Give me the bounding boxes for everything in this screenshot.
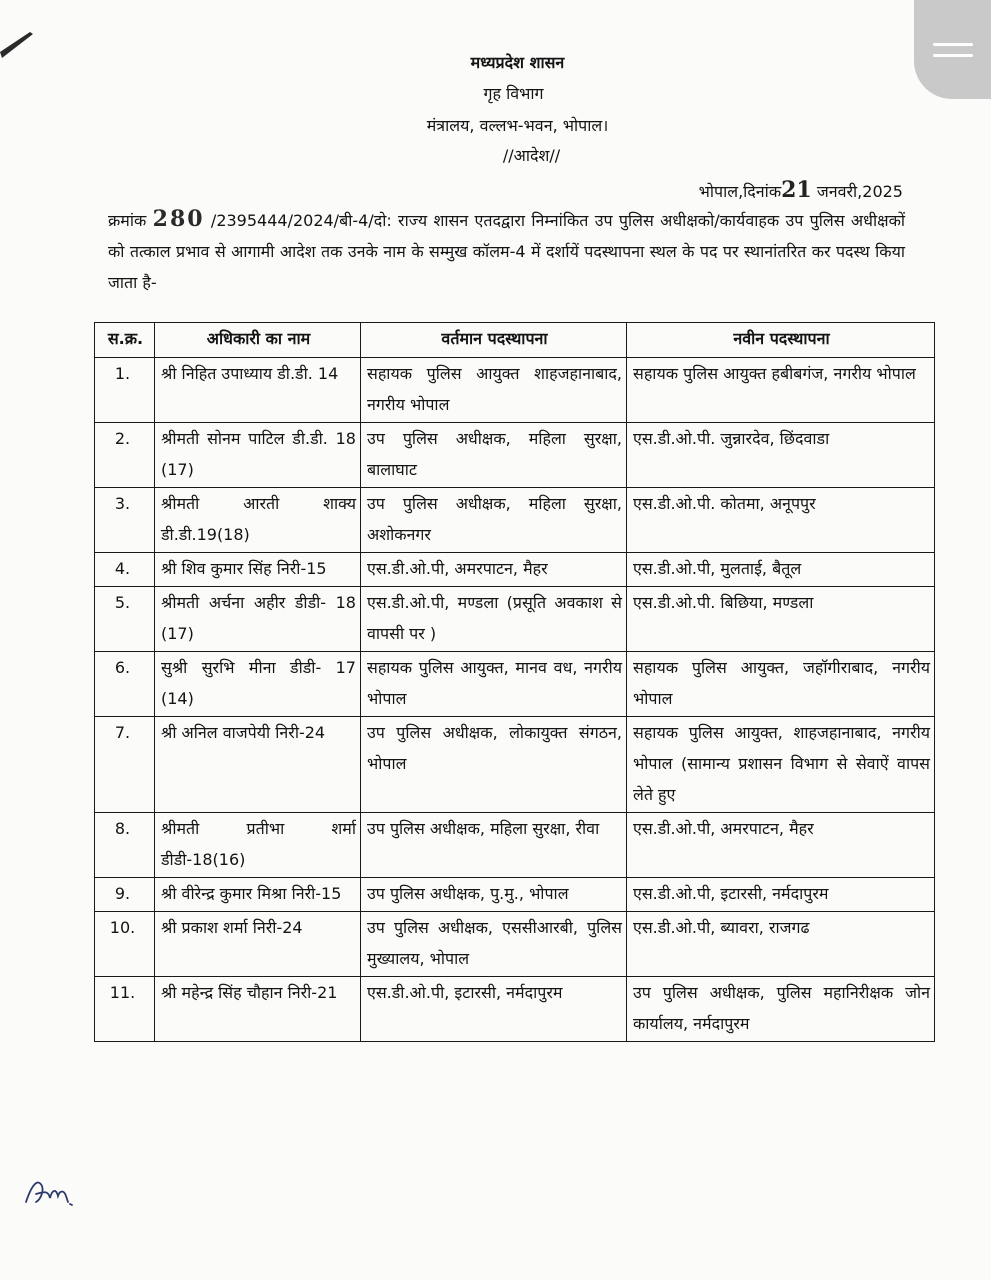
- order-number-prefix: क्रमांक: [108, 211, 147, 230]
- handwritten-order-number: 280: [152, 206, 205, 232]
- table-row: [95, 912, 935, 977]
- cell-current-posting: उप पुलिस अधीक्षक, एससीआरबी, पुलिस मुख्यालय, भोपाल: [361, 912, 627, 977]
- cell-officer-name: श्रीमती अर्चना अहीर डीडी- 18 (17): [155, 587, 361, 652]
- cell-serial: 1.: [95, 358, 155, 423]
- order-date: [698, 177, 903, 203]
- cell-current-posting: उप पुलिस अधीक्षक, पु.मु., भोपाल: [361, 878, 627, 912]
- cell-officer-name: श्री महेन्द्र सिंह चौहान निरी-21: [155, 977, 361, 1042]
- cell-officer-name: श्री वीरेन्द्र कुमार मिश्रा निरी-15: [155, 878, 361, 912]
- column-header-serial: स.क्र.: [95, 323, 155, 358]
- table-row: [95, 717, 935, 813]
- cell-officer-name: श्रीमती प्रतीभा शर्मा डीडी-18(16): [155, 813, 361, 878]
- table-row: [95, 553, 935, 587]
- cell-new-posting: एस.डी.ओ.पी, मुलताई, बैतूल: [627, 553, 935, 587]
- cell-current-posting: उप पुलिस अधीक्षक, महिला सुरक्षा, अशोकनगर: [361, 488, 627, 553]
- cell-current-posting: उप पुलिस अधीक्षक, लोकायुक्त संगठन, भोपाल: [361, 717, 627, 813]
- government-title: मध्यप्रदेश शासन: [470, 53, 565, 72]
- cell-officer-name: श्री निहित उपाध्याय डी.डी. 14: [155, 358, 361, 423]
- cell-new-posting: सहायक पुलिस आयुक्त, जहॉगीराबाद, नगरीय भोपाल: [627, 652, 935, 717]
- cell-serial: 5.: [95, 587, 155, 652]
- table-row: [95, 652, 935, 717]
- cell-serial: 2.: [95, 423, 155, 488]
- cell-officer-name: श्री शिव कुमार सिंह निरी-15: [155, 553, 361, 587]
- table-row: [95, 977, 935, 1042]
- cell-new-posting: एस.डी.ओ.पी, ब्यावरा, राजगढ: [627, 912, 935, 977]
- cell-current-posting: उप पुलिस अधीक्षक, महिला सुरक्षा, बालाघाट: [361, 423, 627, 488]
- cell-officer-name: श्रीमती आरती शाक्य डी.डी.19(18): [155, 488, 361, 553]
- date-prefix: भोपाल,दिनांक: [698, 182, 782, 201]
- cell-serial: 4.: [95, 553, 155, 587]
- cell-current-posting: सहायक पुलिस आयुक्त शाहजहानाबाद, नगरीय भोपाल: [361, 358, 627, 423]
- column-header-new-posting: नवीन पदस्थापना: [627, 323, 935, 358]
- table-row: [95, 488, 935, 553]
- cell-current-posting: एस.डी.ओ.पी, अमरपाटन, मैहर: [361, 553, 627, 587]
- cell-new-posting: सहायक पुलिस आयुक्त, शाहजहानाबाद, नगरीय भोपाल (सामान्य प्रशासन विभाग से सेवाऐं वापस लेते हुए: [627, 717, 935, 813]
- date-suffix: जनवरी,2025: [816, 182, 903, 201]
- cell-new-posting: एस.डी.ओ.पी. जुन्नारदेव, छिंदवाडा: [627, 423, 935, 488]
- cell-current-posting: सहायक पुलिस आयुक्त, मानव वध, नगरीय भोपाल: [361, 652, 627, 717]
- cell-new-posting: सहायक पुलिस आयुक्त हबीबगंज, नगरीय भोपाल: [627, 358, 935, 423]
- transfer-table: [94, 322, 935, 1042]
- hamburger-menu-icon: [933, 43, 973, 46]
- cell-current-posting: उप पुलिस अधीक्षक, महिला सुरक्षा, रीवा: [361, 813, 627, 878]
- table-header-row: [95, 323, 935, 358]
- cell-new-posting: एस.डी.ओ.पी, इटारसी, नर्मदापुरम: [627, 878, 935, 912]
- order-heading: //आदेश//: [502, 146, 561, 165]
- cell-officer-name: श्री प्रकाश शर्मा निरी-24: [155, 912, 361, 977]
- table-row: [95, 813, 935, 878]
- cell-current-posting: एस.डी.ओ.पी, मण्डला (प्रसूति अवकाश से वापसी पर ): [361, 587, 627, 652]
- cell-serial: 8.: [95, 813, 155, 878]
- column-header-current-posting: वर्तमान पदस्थापना: [361, 323, 627, 358]
- cell-new-posting: एस.डी.ओ.पी. कोतमा, अनूपपुर: [627, 488, 935, 553]
- cell-officer-name: श्री अनिल वाजपेयी निरी-24: [155, 717, 361, 813]
- cell-officer-name: सुश्री सुरभि मीना डीडी- 17 (14): [155, 652, 361, 717]
- cell-serial: 9.: [95, 878, 155, 912]
- ministry-address: मंत्रालय, वल्लभ-भवन, भोपाल।: [426, 116, 609, 135]
- handwritten-date-day: 21: [781, 177, 812, 203]
- department-title: गृह विभाग: [483, 84, 544, 103]
- cell-new-posting: एस.डी.ओ.पी, अमरपाटन, मैहर: [627, 813, 935, 878]
- cell-serial: 3.: [95, 488, 155, 553]
- cell-serial: 10.: [95, 912, 155, 977]
- order-paragraph: [108, 204, 905, 298]
- order-text: /2395444/2024/बी-4/दो: राज्य शासन एतदद्वारा निम्नांकित उप पुलिस अधीक्षको/कार्यवाहक उप पुलिस अधीक्षकों को तत्काल प्रभाव से आगामी आदेश तक उनके नाम के सम्मुख कॉलम-4 में दर्शायें पदस्थापना स्थल के पद पर स्थानांतरित कर पदस्थ किया जाता है-: [108, 211, 906, 292]
- cell-serial: 6.: [95, 652, 155, 717]
- column-header-officer-name: अधिकारी का नाम: [155, 323, 361, 358]
- cell-new-posting: एस.डी.ओ.पी. बिछिया, मण्डला: [627, 587, 935, 652]
- cell-serial: 11.: [95, 977, 155, 1042]
- cell-current-posting: एस.डी.ओ.पी, इटारसी, नर्मदापुरम: [361, 977, 627, 1042]
- cell-new-posting: उप पुलिस अधीक्षक, पुलिस महानिरीक्षक जोन कार्यालय, नर्मदापुरम: [627, 977, 935, 1042]
- table-row: [95, 423, 935, 488]
- table-row: [95, 587, 935, 652]
- cell-officer-name: श्रीमती सोनम पाटिल डी.डी. 18 (17): [155, 423, 361, 488]
- handwritten-signature: [22, 1172, 78, 1210]
- cell-serial: 7.: [95, 717, 155, 813]
- table-row: [95, 358, 935, 423]
- table-row: [95, 878, 935, 912]
